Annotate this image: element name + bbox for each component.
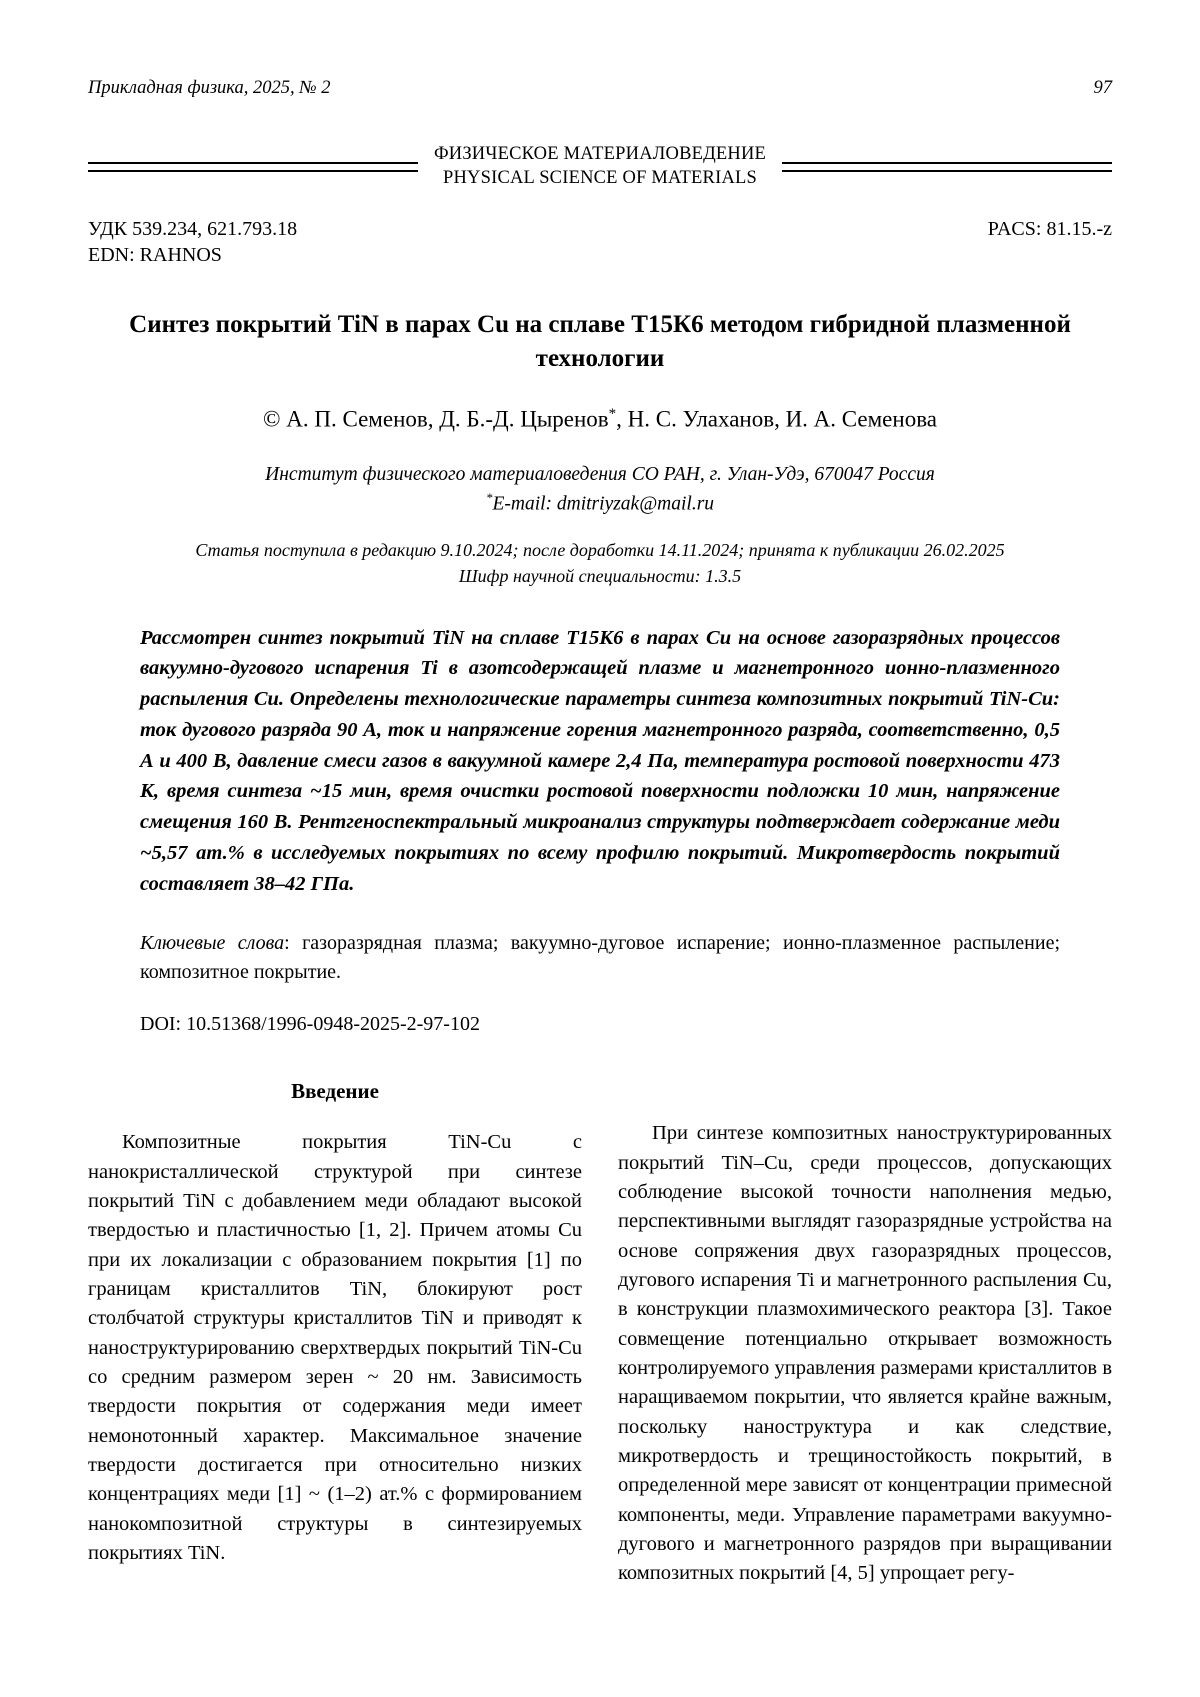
page-title: Синтез покрытий TiN в парах Cu на сплаве Т15К6 методом гибридной плазменной технологии — [129, 311, 1071, 373]
received-dates: Статья поступила в редакцию 9.10.2024; после доработки 14.11.2024; принята к публикации 26.02.2025 — [195, 539, 1005, 560]
section-banner-line-en: PHYSICAL SCIENCE OF MATERIALS — [443, 167, 757, 188]
section-banner-line-ru: ФИЗИЧЕСКОЕ МАТЕРИАЛОВЕДЕНИЕ — [433, 144, 767, 164]
page-number: 97 — [1093, 78, 1112, 98]
banner-rule-left — [88, 162, 418, 172]
column-spacer — [618, 1076, 1112, 1119]
affiliation-block — [88, 461, 1112, 519]
section-banner — [88, 143, 1112, 190]
keywords-label: Ключевые слова — [140, 932, 285, 955]
banner-rule-right — [782, 162, 1112, 172]
body-columns — [88, 1076, 1112, 1588]
section-banner-text — [418, 143, 782, 190]
affiliation-institute: Институт физического материаловедения СО РАН, г. Улан-Удэ, 670047 Россия — [265, 463, 935, 485]
intro-paragraph-left: Композитные покрытия TiN-Cu с нанокристаллической структурой при синтезе покрытий TiN с добавлением меди обладают высокой твердостью и пластичностью [1, 2]. Причем атомы Cu при их локализации с образованием покрытия [1] по границам кристаллитов TiN, блокируют рост столбчатой структуры кристаллитов TiN и приводят к наноструктурированию сверхтвердых покрытий TiN-Cu со средним размером зерен ~ 20 нм. Зависимость твердости покрытия от содержания меди имеет немонотонный характер. Максимальное значение твердости достигается при относительно низких концентрациях меди [1] ~ (1–2) ат.% с формированием нанокомпозитной структуры в синтезируемых покрытиях TiN. — [88, 1131, 582, 1564]
affiliation-email: E-mail: dmitriyzak@mail.ru — [492, 493, 715, 515]
body-column-left — [88, 1076, 582, 1588]
classification-right — [988, 216, 1112, 242]
keywords-block — [140, 929, 1060, 987]
speciality-code: Шифр научной специальности: 1.3.5 — [458, 565, 742, 586]
edn-code: EDN: RAHNOS — [88, 244, 222, 267]
author-footnote-marker: * — [608, 405, 617, 422]
article-dates — [88, 537, 1112, 589]
running-head — [88, 78, 1112, 99]
author-list — [88, 406, 1112, 433]
section-heading-introduction: Введение — [291, 1079, 379, 1104]
email-footnote-marker: * — [485, 489, 493, 505]
pacs-code: PACS: 81.15.-z — [987, 218, 1112, 241]
intro-paragraph-right: При синтезе композитных наноструктурированных покрытий TiN–Cu, среди процессов, допускающих соблюдение высокой точности наполнения медью, перспективными выглядят газоразрядные устройства на основе сопряжения двух газоразрядных процессов, дугового испарения Ti и магнетронного распыления Cu, в конструкции плазмохимического реактора [3]. Такое совмещение потенциально открывает возможность контролируемого управления размерами кристаллитов в наращиваемом покрытии, что является крайне важным, поскольку наноструктура и как следствие, микротвердость и трещиностойкость покрытий, в определенной мере зависят от концентрации примесной компоненты, меди. Управление параметрами вакуумно-дугового и магнетронного разрядов при выращивании композитных покрытий [4, 5] упрощает регу- — [618, 1122, 1112, 1585]
keywords-text: : газоразрядная плазма; вакуумно-дуговое испарение; ионно-плазменное распыление; композитное покрытие. — [140, 932, 1060, 984]
abstract-text: Рассмотрен синтез покрытий TiN на сплаве Т15К6 в парах Cu на основе газоразрядных процессов вакуумно-дугового испарения Ti в азотсодержащей плазме и магнетронного ионно-плазменного распыления Cu. Определены технологические параметры синтеза композитных покрытий TiN-Cu: ток дугового разряда 90 А, ток и напряжение горения магнетронного разряда, соответственно, 0,5 А и 400 В, давление смеси газов в вакуумной камере 2,4 Па, температура ростовой поверхности 473 К, время синтеза ~15 мин, время очистки ростовой поверхности подложки 10 мин, напряжение смещения 160 В. Рентгеноспектральный микроанализ структуры подтверждает содержание меди ~5,57 ат.% в исследуемых покрытиях по всему профилю покрытий. Микротвердость покрытий составляет 38–42 ГПа. — [140, 626, 1060, 895]
authors-first-part: © А. П. Семенов, Д. Б.-Д. Цыренов — [263, 406, 609, 432]
authors-second-part: , Н. С. Улаханов, И. А. Семенова — [616, 406, 937, 432]
doi-line: DOI: 10.51368/1996-0948-2025-2-97-102 — [140, 1013, 480, 1036]
classification-row — [88, 216, 1112, 268]
journal-title: Прикладная физика, 2025, № 2 — [88, 78, 331, 98]
affiliation-email-line — [88, 489, 1112, 519]
classification-left — [88, 216, 297, 268]
body-column-right — [618, 1076, 1112, 1588]
udk-code: УДК 539.234, 621.793.18 — [88, 218, 298, 241]
